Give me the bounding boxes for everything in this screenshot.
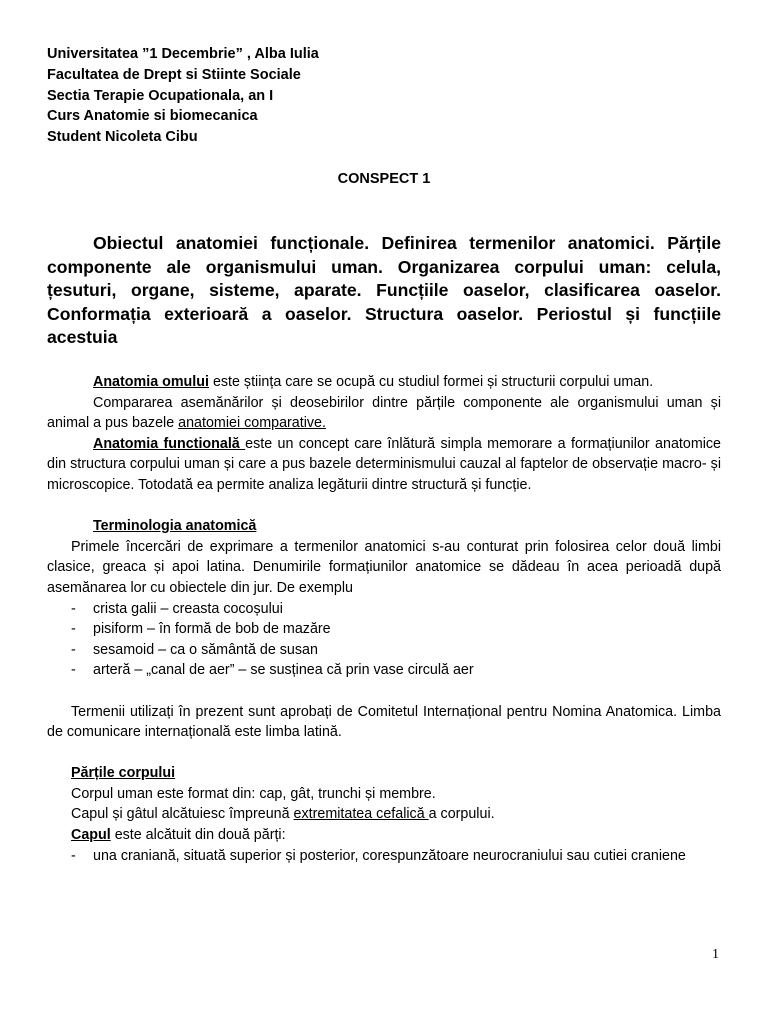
list-item-text: sesamoid – ca o sământă de susan [93,641,318,658]
paragraph-extremitatea-cefalica [47,804,721,825]
paragraph-capul [47,825,721,846]
paragraph-text: Capul și gâtul alcătuiesc împreună [71,806,294,823]
document-title: Obiectul anatomiei funcționale. Definirea termenilor anatomici. Părțile componente ale organismului uman. Organizarea corpului uman: celula, țesuturi, organe, sisteme, aparate. Funcțiile oaselor, clasificarea oaselor. Conformația exterioară a oaselor. Structura oaselor. Periostul și funcțiile acestuia [47,233,721,348]
document-heading: CONSPECT 1 [337,171,431,187]
list-item-text: arteră – „canal de aer” – se susținea că prin vase circulă aer [93,662,474,679]
list-item-text: crista galii – creasta cocoșului [93,600,283,617]
examples-list [47,599,721,681]
document-body [47,372,721,866]
paragraph-text: este știința care se ocupă cu studiul formei și structurii corpului uman. [208,374,654,390]
header-course: Curs Anatomie si biomecanica [47,108,258,125]
institution-header [47,44,319,148]
term-capul: Capul [71,827,111,844]
list-dash: - [71,847,76,864]
paragraph-terminologie-intro: Primele încercări de exprimare a termenilor anatomici s-au conturat prin folosirea celor două limbi clasice, greaca și apoi latina. Denumirile formațiunilor anatomice se dădeau în acea perioadă după asemănarea lor cu obiectele din jur. De exemplu [47,538,721,596]
section-heading-text: Terminologia anatomică [93,518,257,535]
page-number: 1 [712,947,719,962]
paragraph-text: este un concept care înlătură simpla memorare a formațiunilor anatomice din structura corpului uman și care a pus bazele determinismului cauzal al faptelor de observație macro- și microscopice. Totodată ea permite analiza legăturii dintre structură și funcție. [47,435,722,493]
paragraph-corpul-uman: Corpul uman este format din: cap, gât, trunchi și membre. [71,785,436,802]
section-heading-text: Părțile corpului [71,765,176,782]
head-parts-list [47,846,721,867]
term-anatomie-comparativa: anatomiei comparative. [178,415,326,432]
term-extremitatea-cefalica: extremitatea cefalică [293,806,429,823]
section-heading-terminologie [47,516,721,537]
list-dash: - [71,641,76,658]
paragraph-anatomie-comparativa [47,393,721,434]
list-item [47,640,721,661]
list-item-text: pisiform – în formă de bob de mazăre [93,621,331,638]
paragraph-text: a corpului. [428,806,495,823]
list-item [47,846,721,867]
header-section: Sectia Terapie Ocupationala, an I [47,87,274,104]
paragraph-anatomia-omului [47,372,721,393]
header-student: Student Nicoleta Cibu [47,129,198,146]
list-item [47,660,721,681]
header-faculty: Facultatea de Drept si Stiinte Sociale [47,66,301,83]
paragraph-anatomia-functionala [47,434,721,496]
list-item-text: una craniană, situată superior și posterior, corespunzătoare neurocraniului sau cutiei craniene [93,847,686,864]
list-dash: - [71,662,76,679]
list-dash: - [71,621,76,638]
paragraph-nomina-anatomica: Termenii utilizați în prezent sunt aprobați de Comitetul Internațional pentru Nomina Anatomica. Limba de comunicare internațională este limba latină. [47,703,721,741]
header-university: Universitatea ”1 Decembrie” , Alba Iulia [47,46,319,62]
list-item [47,599,721,620]
list-item [47,619,721,640]
paragraph-text: este alcătuit din două părți: [110,827,286,844]
term-anatomia-functionala: Anatomia functională [93,435,246,452]
list-dash: - [71,600,76,617]
section-heading-partile-corpului [47,763,721,784]
paragraph-text: Compararea asemănărilor și deosebirilor dintre părțile componente ale organismului uman și animal a pus bazele [47,394,721,432]
term-anatomia-omului: Anatomia omului [93,374,209,390]
